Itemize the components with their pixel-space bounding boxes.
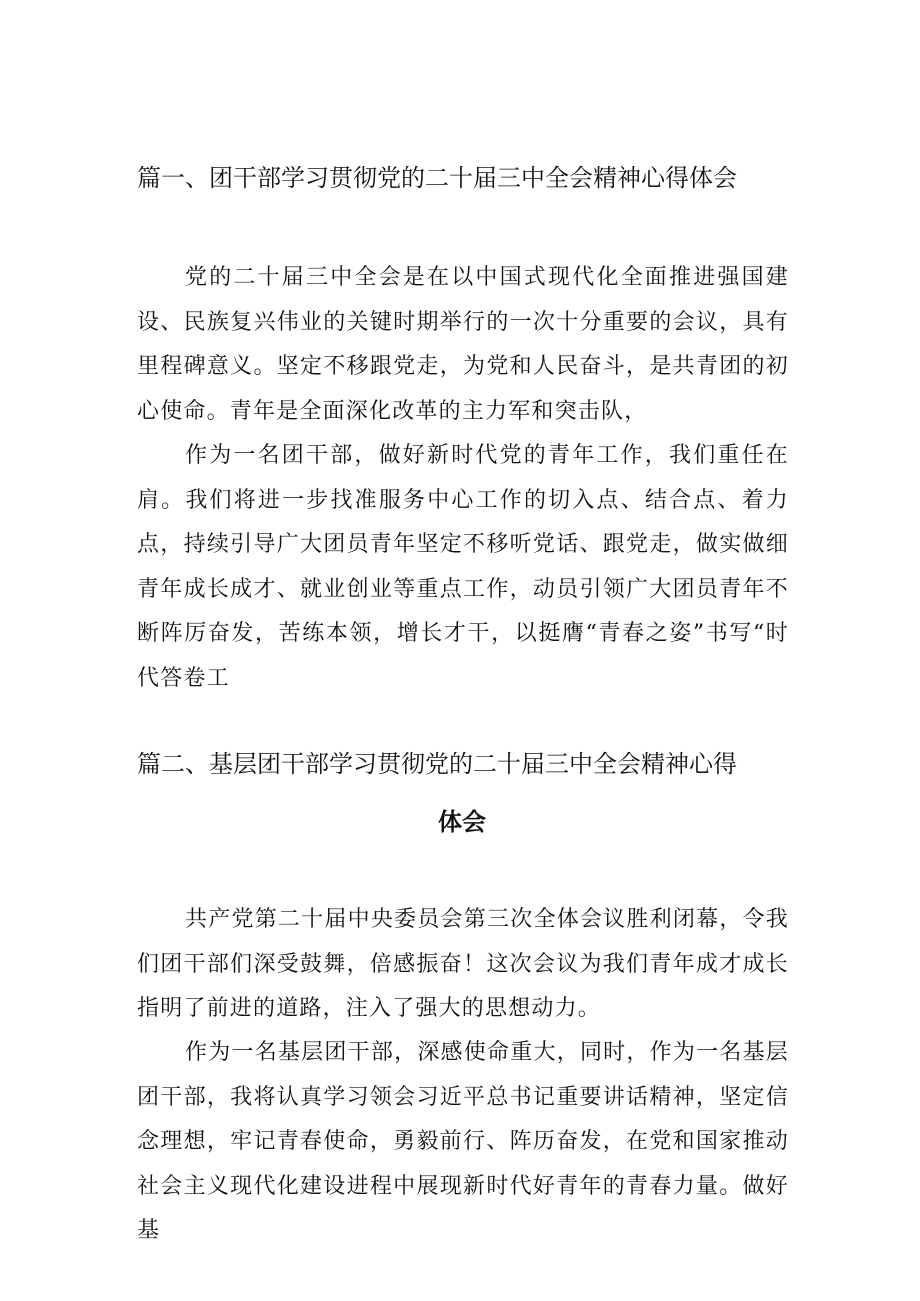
section-2-paragraph-2: 作为一名基层团干部，深感使命重大，同时，作为一名基层团干部，我将认真学习领会习近平总书记重要讲话精神，坚定信念理想，牢记青春使命，勇毅前行、阵历奋发，在党和国家推动社会主义现代化建设进程中展现新时代好青年的青春力量。做好基 [137,1040,789,1244]
section-2-paragraph-1: 共产党第二十届中央委员会第三次全体会议胜利闭幕，令我们团干部们深受鼓舞，倍感振奋！这次会议为我们青年成才成长指明了前进的道路，注入了强大的思想动力。 [137,907,789,1022]
section-1-heading: 篇一、团干部学习贯彻党的二十届三中全会精神心得体会 [137,164,737,192]
section-2-heading: 篇二、基层团干部学习贯彻党的二十届三中全会精神心得 [137,750,737,778]
section-1-paragraph-1: 党的二十届三中全会是在以中国式现代化全面推进强国建设、民族复兴伟业的关键时期举行的一次十分重要的会议，具有里程碑意义。坚定不移跟党走，为党和人民奋斗，是共青团的初心使命。青年是全面深化改革的主力军和突击队， [137,265,789,424]
section-2-heading-continuation: 体会 [438,808,486,836]
section-1-paragraph-2: 作为一名团干部，做好新时代党的青年工作，我们重任在肩。我们将进一步找准服务中心工作的切入点、结合点、着力点，持续引导广大团员青年坚定不移听党话、跟党走，做实做细青年成长成才、就业创业等重点工作，动员引领广大团员青年不断阵厉奋发，苦练本领，增长才干，以挺膺“青春之姿”书写“时代答卷工 [137,443,789,691]
